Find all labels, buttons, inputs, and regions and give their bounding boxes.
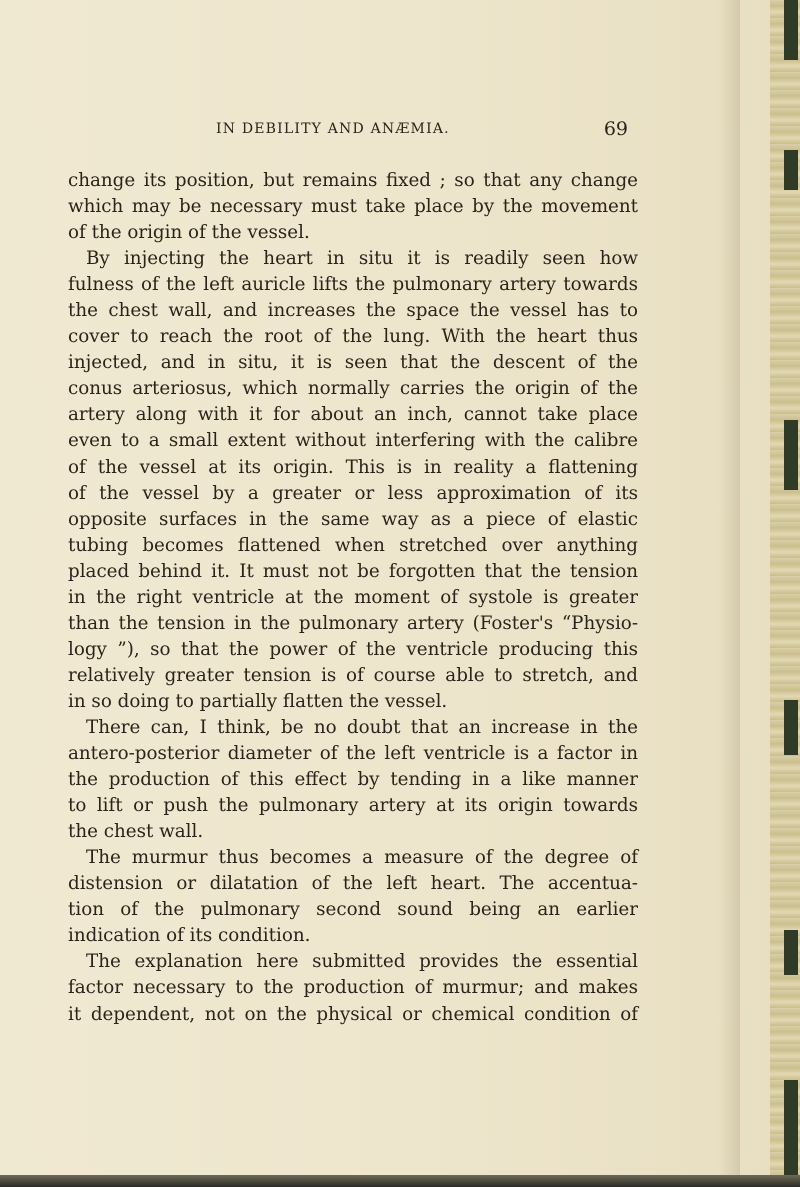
page-edge-mark [784, 930, 798, 975]
text-line: even to a small extent without interfering with the calibre [68, 430, 638, 452]
running-head: IN DEBILITY AND ANÆMIA. [216, 121, 450, 137]
text-line: There can, I think, be no doubt that an increase in the [86, 716, 638, 738]
text-line: conus arteriosus, which normally carries the origin of the [68, 378, 638, 400]
page-edge-mark [784, 0, 798, 60]
text-line: of the vessel at its origin. This is in reality a flattening [68, 456, 638, 478]
text-line: in so doing to partially flatten the vessel. [68, 690, 448, 712]
text-line: fulness of the left auricle lifts the pulmonary artery towards [68, 274, 638, 296]
text-line: logy ”), so that the power of the ventricle producing this [68, 638, 638, 660]
text-line: indication of its condition. [68, 925, 311, 947]
text-line: tubing becomes flattened when stretched over anything [68, 534, 638, 556]
text-line: it dependent, not on the physical or chemical condition of [68, 1003, 638, 1025]
text-line: By injecting the heart in situ it is readily seen how [86, 248, 638, 270]
page-bottom-edge [0, 1175, 800, 1187]
page-header [72, 118, 632, 143]
text-line: the production of this effect by tending in a like manner [68, 769, 638, 791]
text-line: The murmur thus becomes a measure of the degree of [86, 847, 638, 869]
text-line: artery along with it for about an inch, cannot take place [68, 404, 638, 426]
text-line: to lift or push the pulmonary artery at its origin towards [68, 795, 638, 817]
page-edge-mark [784, 1080, 798, 1187]
text-line: distension or dilatation of the left heart. The accentua- [68, 873, 638, 895]
text-line: the chest wall. [68, 821, 204, 843]
text-line: tion of the pulmonary second sound being an earlier [68, 899, 638, 921]
text-line: relatively greater tension is of course able to stretch, and [68, 664, 638, 686]
text-line: injected, and in situ, it is seen that the descent of the [68, 352, 638, 374]
text-line: which may be necessary must take place by the movement [68, 196, 638, 218]
page-edge-mark [784, 420, 798, 490]
text-line: factor necessary to the production of murmur; and makes [68, 977, 638, 999]
text-line: placed behind it. It must not be forgotten that the tension [68, 560, 638, 582]
page-number: 69 [603, 118, 628, 140]
text-line: in the right ventricle at the moment of systole is greater [68, 586, 638, 608]
text-line: cover to reach the root of the lung. With the heart thus [68, 326, 638, 348]
text-line: the chest wall, and increases the space the vessel has to [68, 300, 638, 322]
text-line: opposite surfaces in the same way as a piece of elastic [68, 508, 638, 530]
text-line: change its position, but remains fixed ; so that any change [68, 170, 638, 191]
text-line: antero-posterior diameter of the left ventricle is a factor in [68, 743, 638, 765]
text-line: of the vessel by a greater or less approximation of its [68, 482, 638, 504]
text-line: than the tension in the pulmonary artery (Foster's “Physio- [68, 612, 638, 634]
body-text [68, 168, 638, 1028]
adjacent-page-edge [770, 0, 800, 1187]
text-line: The explanation here submitted provides the essential [86, 951, 638, 973]
page-edge-mark [784, 700, 798, 755]
page-edge-mark [784, 150, 798, 190]
text-line: of the origin of the vessel. [68, 222, 310, 244]
page-edge-shadow [718, 0, 740, 1187]
